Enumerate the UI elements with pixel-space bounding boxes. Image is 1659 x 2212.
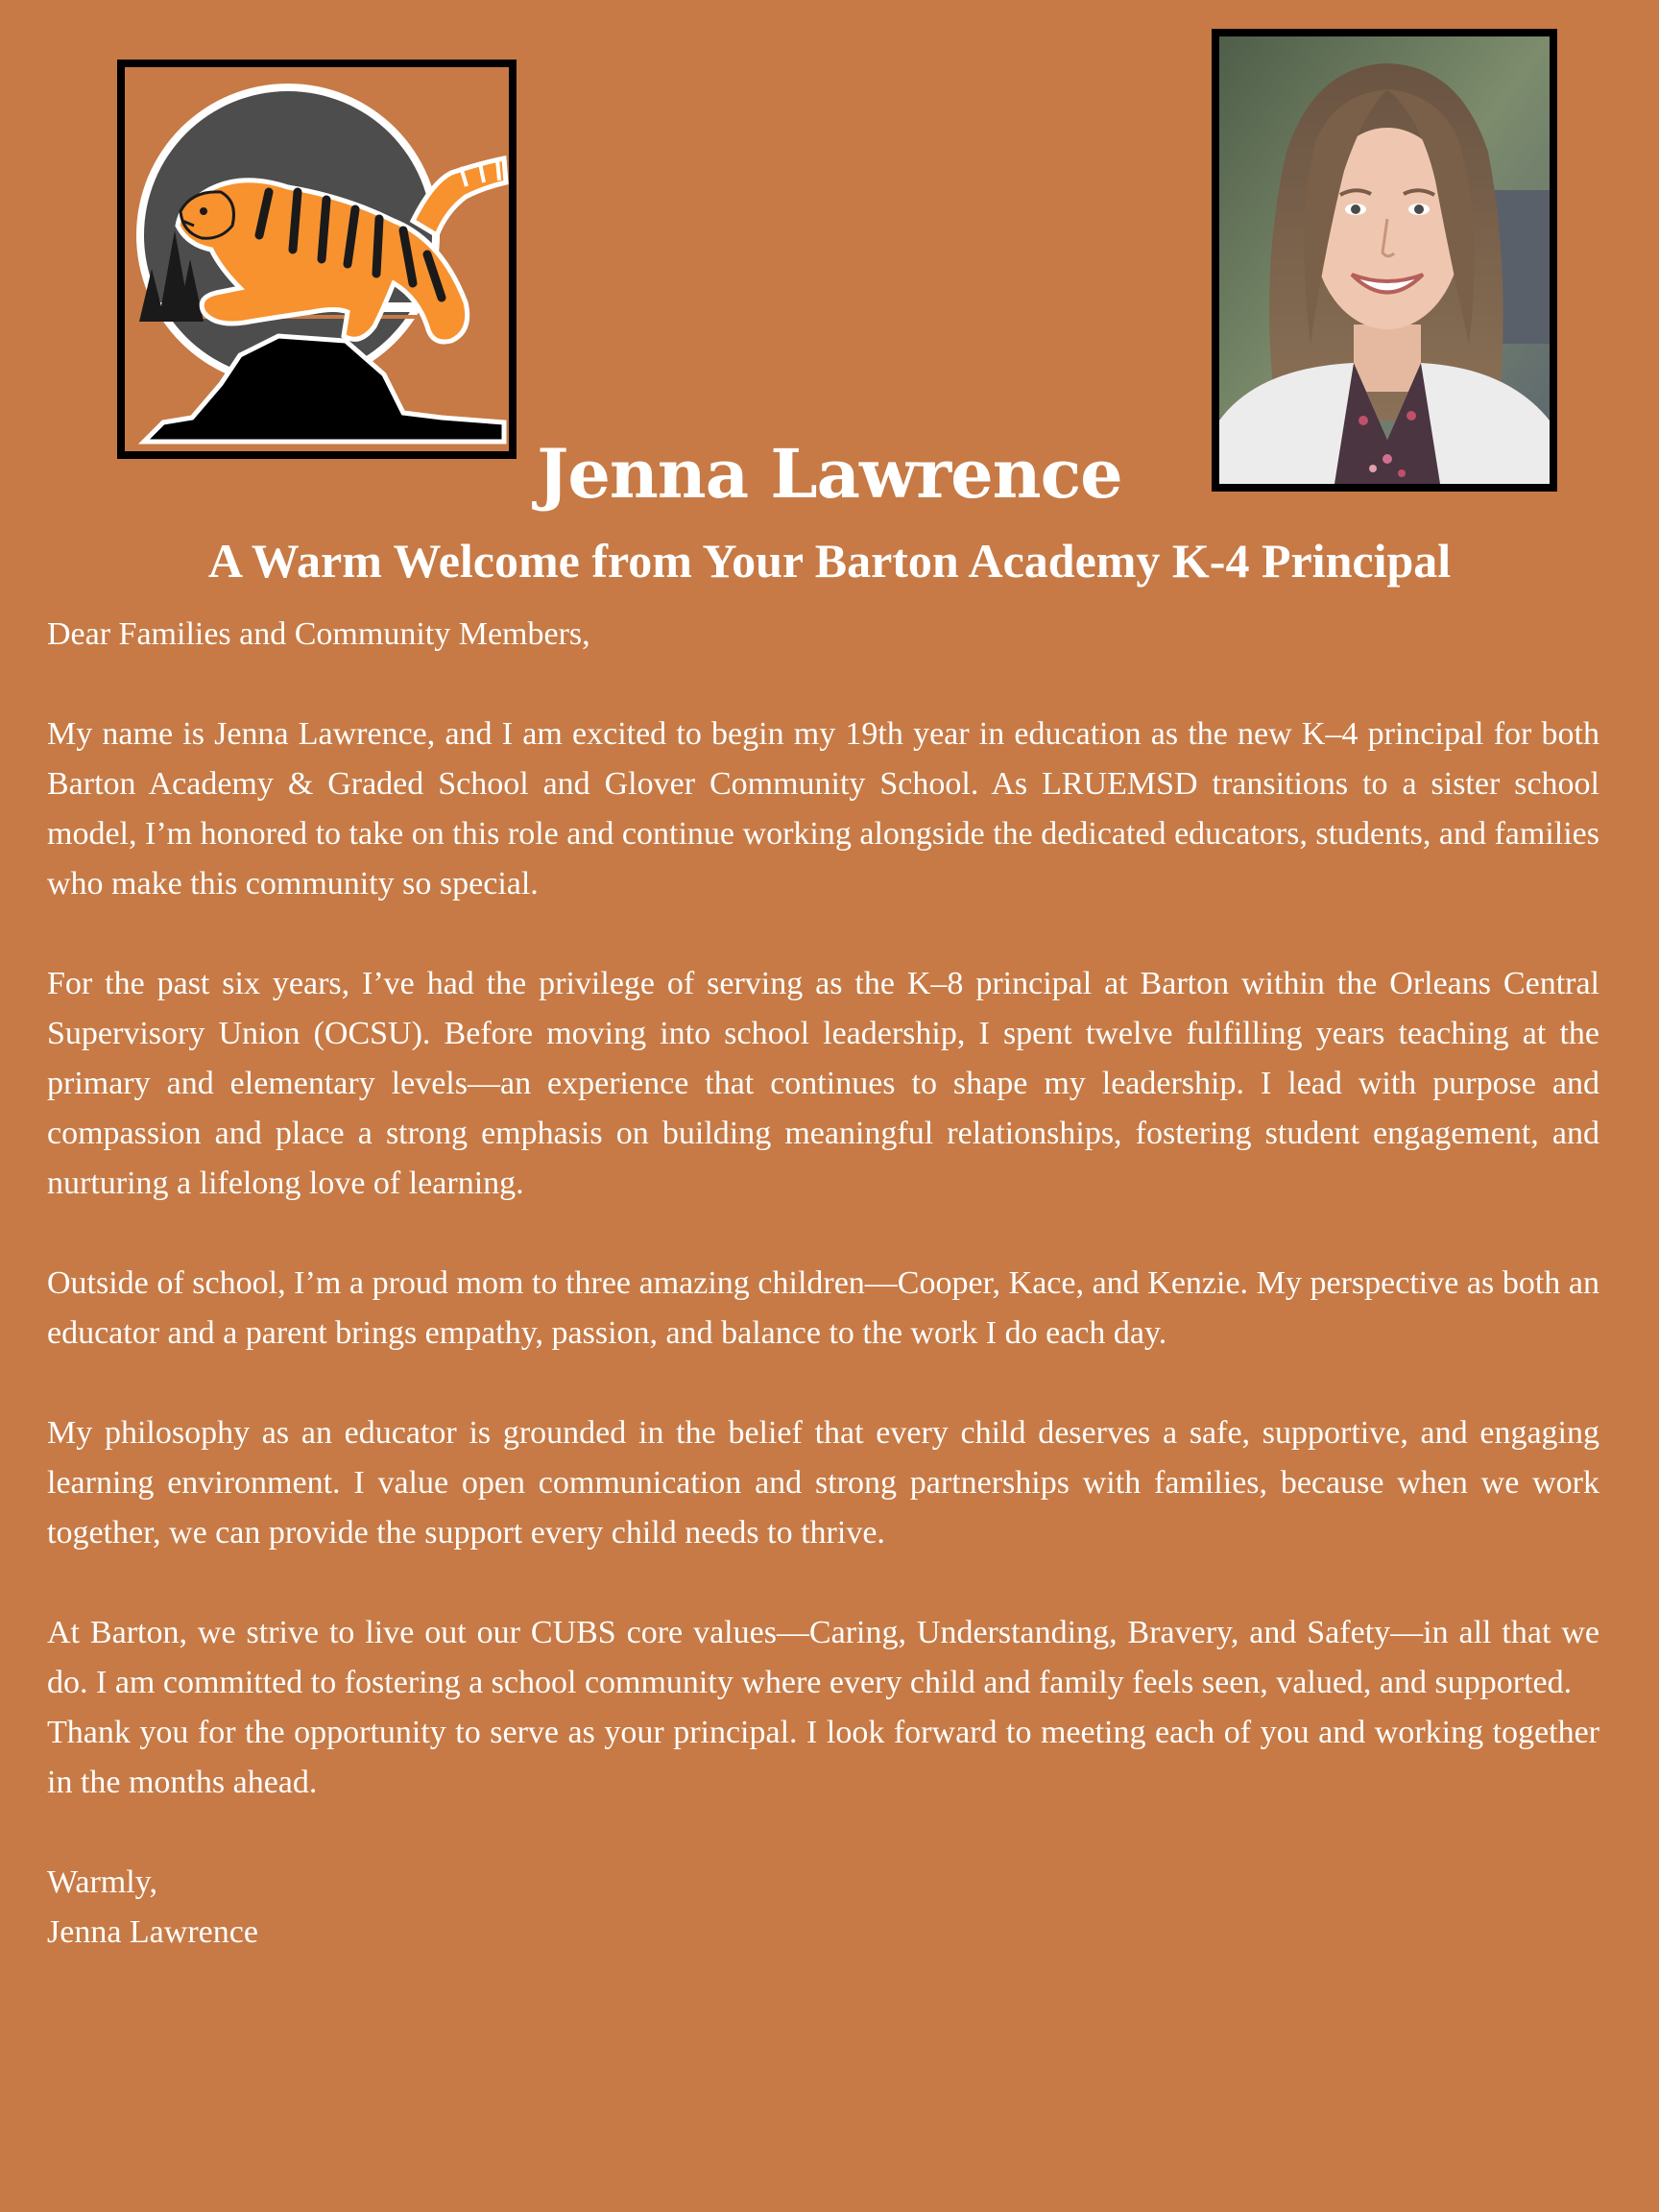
principal-portrait-photo xyxy=(1219,36,1550,484)
welcome-letter xyxy=(47,610,1599,1958)
letter-closing: Warmly, xyxy=(47,1864,157,1900)
letter-paragraph: Outside of school, I’m a proud mom to three amazing children—Cooper, Kace, and Kenzie. My perspective as both an educator and a parent brings empathy, passion, and balance to the work I do each day. xyxy=(47,1265,1599,1351)
letter-paragraph: At Barton, we strive to live out our CUBS core values—Caring, Understanding, Bravery, and Safety—in all that we do. I am committed to fostering a school community where every child and family feels seen, valued, and supported. xyxy=(47,1615,1599,1700)
school-logo xyxy=(117,60,517,459)
tiger-leaping-logo-icon xyxy=(125,67,509,451)
letter-paragraph: My name is Jenna Lawrence, and I am excited to begin my 19th year in education as the new K–4 principal for both Barton Academy & Graded School and Glover Community School. As LRUEMSD transitions to a sister school model, I’m honored to take on this role and continue working alongside the dedicated educators, students, and families who make this community so special. xyxy=(47,716,1599,902)
letter-paragraph: Thank you for the opportunity to serve as your principal. I look forward to meeting each of you and working together in the months ahead. xyxy=(47,1715,1599,1800)
principal-portrait xyxy=(1212,29,1557,492)
principal-name-heading: Jenna Lawrence xyxy=(537,434,1122,514)
letter-salutation: Dear Families and Community Members, xyxy=(47,616,590,652)
letter-paragraph: For the past six years, I’ve had the privilege of serving as the K–8 principal at Barton within the Orleans Central Supervisory Union (OCSU). Before moving into school leadership, I spent twelve fulfilling years teaching at the primary and elementary levels—an experience that continues to shape my leadership. I lead with purpose and compassion and place a strong emphasis on building meaningful relationships, fostering student engagement, and nurturing a lifelong love of learning. xyxy=(47,966,1599,1201)
welcome-subtitle: A Warm Welcome from Your Barton Academy K-4 Principal xyxy=(207,534,1452,588)
letter-signature: Jenna Lawrence xyxy=(47,1914,258,1950)
letter-paragraph: My philosophy as an educator is grounded in the belief that every child deserves a safe, supportive, and engaging learning environment. I value open communication and strong partnerships with families, because when we work together, we can provide the support every child needs to thrive. xyxy=(47,1415,1599,1551)
